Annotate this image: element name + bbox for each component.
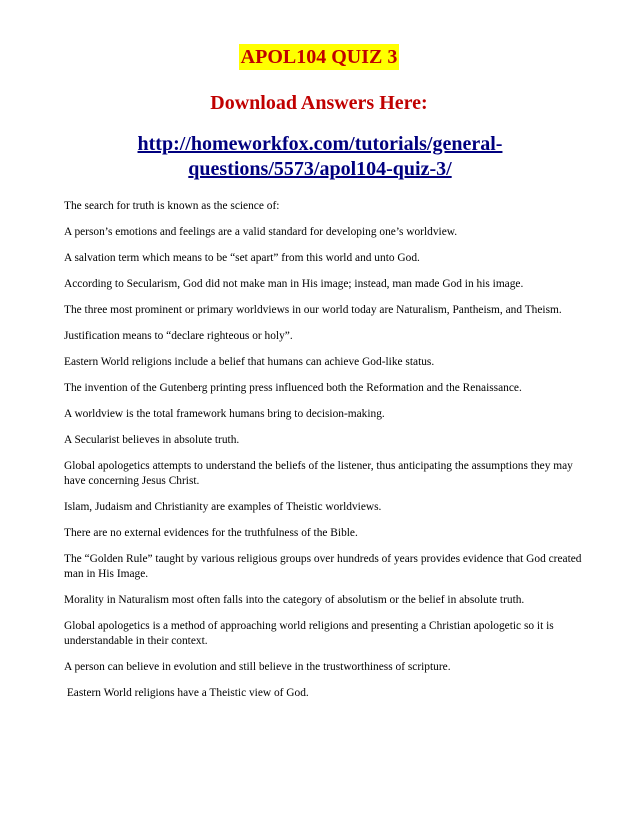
question-item: The invention of the Gutenberg printing press influenced both the Reformation and the Renaissance. xyxy=(64,382,522,394)
question-item: Eastern World religions have a Theistic view of God. xyxy=(64,687,309,699)
question-item: Eastern World religions include a belief that humans can achieve God-like status. xyxy=(64,356,435,368)
question-item: Islam, Judaism and Christianity are examples of Theistic worldviews. xyxy=(64,501,382,513)
question-item: Morality in Naturalism most often falls into the category of absolutism or the belief in absolute truth. xyxy=(64,594,525,606)
question-item: A salvation term which means to be “set apart” from this world and unto God. xyxy=(64,252,420,264)
download-link[interactable] xyxy=(70,132,570,182)
question-item: Global apologetics attempts to understand the beliefs of the listener, thus anticipating the assumptions they may have concerning Jesus Christ. xyxy=(64,460,573,487)
question-item: A worldview is the total framework humans bring to decision-making. xyxy=(64,408,385,420)
question-item: The three most prominent or primary worldviews in our world today are Naturalism, Pantheism, and Theism. xyxy=(64,304,562,316)
question-item: A person’s emotions and feelings are a valid standard for developing one’s worldview. xyxy=(64,226,458,238)
download-link-line-1: http://homeworkfox.com/tutorials/general- xyxy=(137,133,503,155)
page-title: APOL104 QUIZ 3 xyxy=(240,46,398,68)
question-item: A Secularist believes in absolute truth. xyxy=(64,434,240,446)
question-item: The search for truth is known as the science of: xyxy=(64,200,280,212)
question-item: Justification means to “declare righteous or holy”. xyxy=(64,330,293,342)
question-item: The “Golden Rule” taught by various religious groups over hundreds of years provides evidence that God created man in His Image. xyxy=(64,553,582,580)
question-item: Global apologetics is a method of approaching world religions and presenting a Christian apologetic so it is understandable in their context. xyxy=(64,620,554,647)
question-item: There are no external evidences for the truthfulness of the Bible. xyxy=(64,527,358,539)
question-list xyxy=(64,199,584,712)
title-block xyxy=(0,44,638,70)
download-heading: Download Answers Here: xyxy=(210,92,428,114)
download-link-line-2: questions/5573/apol104-quiz-3/ xyxy=(188,158,452,180)
question-item: According to Secularism, God did not make man in His image; instead, man made God in his image. xyxy=(64,278,524,290)
question-item: A person can believe in evolution and still believe in the trustworthiness of scripture. xyxy=(64,661,451,673)
